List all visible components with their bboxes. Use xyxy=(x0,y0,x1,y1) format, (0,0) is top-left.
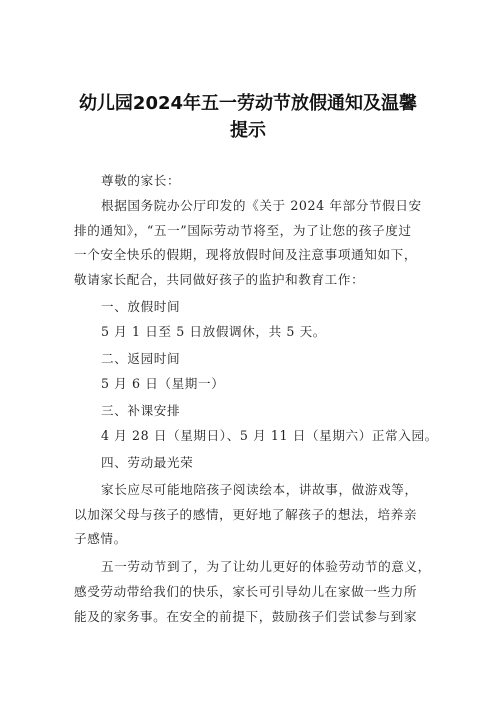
section-3-text: 4 月 28 日（星期日）、5 月 11 日（星期六）正常入园。 xyxy=(101,428,438,443)
paragraph-2-line-1: 五一劳动节到了，为了让幼儿更好的体验劳动节的意义， xyxy=(101,559,431,574)
section-2-heading: 二、返园时间 xyxy=(101,351,181,366)
section-1-text: 5 月 1 日至 5 日放假调休，共 5 天。 xyxy=(101,324,326,339)
paragraph-2-line-3: 能及的家务事。在安全的前提下，鼓励孩子们尝试参与到家 xyxy=(74,609,418,624)
section-4-heading: 四、劳动最光荣 xyxy=(101,455,194,470)
paragraph-1-line-3: 子感情。 xyxy=(74,531,127,546)
intro-line-3: 一个安全快乐的假期，现将放假时间及注意事项通知如下， xyxy=(74,247,418,262)
paragraph-2-line-2: 感受劳动带给我们的快乐，家长可引导幼儿在家做一些力所 xyxy=(74,584,418,599)
section-1-heading: 一、放假时间 xyxy=(101,299,181,314)
greeting: 尊敬的家长： xyxy=(101,173,181,188)
document-title-line-1: 幼儿园2024年五一劳动节放假通知及温馨 xyxy=(78,93,418,114)
section-3-heading: 三、补课安排 xyxy=(101,403,181,418)
paragraph-1-line-1: 家长应尽可能地陪孩子阅读绘本，讲故事，做游戏等， xyxy=(101,482,418,497)
intro-line-4: 敬请家长配合，共同做好孩子的监护和教育工作： xyxy=(74,272,365,287)
paragraph-1-line-2: 以加深父母与孩子的感情，更好地了解孩子的想法，培养亲 xyxy=(74,507,418,522)
section-2-text: 5 月 6 日（星期一） xyxy=(101,376,225,391)
intro-line-1: 根据国务院办公厅印发的《关于 2024 年部分节假日安 xyxy=(101,198,422,213)
document-title-line-2: 提示 xyxy=(230,120,266,141)
intro-line-2: 排的通知》，“五一”国际劳动节将至，为了让您的孩子度过 xyxy=(74,223,412,238)
